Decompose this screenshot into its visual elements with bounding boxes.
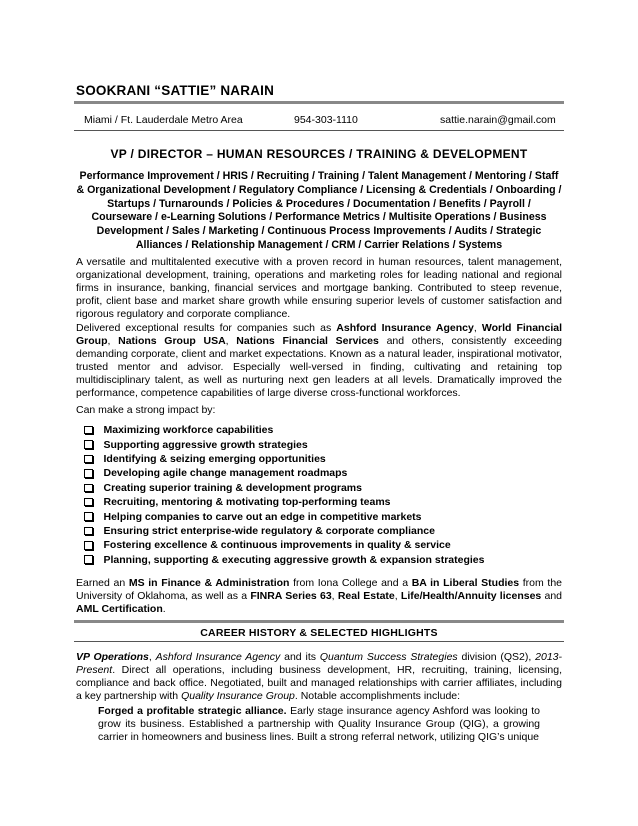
license-name: FINRA Series 63: [250, 589, 332, 602]
text-run: and: [541, 589, 562, 602]
list-item: [84, 538, 485, 552]
employer-name: Ashford Insurance Agency: [155, 651, 281, 663]
job-entry-vp-operations: [76, 651, 562, 703]
impact-list: [84, 423, 485, 567]
list-item-text: Fostering excellence & continuous improvements in quality & service: [103, 539, 451, 552]
company-name: World Financial Group: [76, 322, 562, 347]
contact-email: sattie.narain@gmail.com: [440, 114, 556, 126]
name-divider: [74, 101, 564, 104]
checkbox-bullet-icon: [84, 426, 93, 435]
section-divider-bottom: [74, 641, 564, 642]
text-run: Earned an: [76, 577, 129, 589]
candidate-name: SOOKRANI “SATTIE” NARAIN: [76, 83, 275, 98]
text-run: ,: [473, 322, 482, 334]
license-name: Life/Health/Annuity licenses: [400, 589, 542, 602]
summary-paragraph: A versatile and multitalented executive with a proven record in human resources, talent management, organizational development, training, operations and marketing roles for leading national and regional firms in insurance, banking, financial services and mortgage banking. Contributed to steep revenue, profit, client base and market share growth while ensuring superior levels of customer satisfaction and rigorous regulatory and corporate compliance.: [76, 256, 562, 320]
list-item: [84, 495, 485, 509]
list-item: [84, 553, 485, 567]
list-item-text: Planning, supporting & executing aggressive growth & expansion strategies: [103, 553, 485, 566]
text-run: ,: [331, 589, 338, 602]
keyword-list: Performance Improvement / HRIS / Recruiting / Training / Talent Management / Mentoring / Staff & Organizational Development / Regulatory Compliance / Licensing & Credentials / Onboarding / Startups / Turnarounds / Policies & Procedures / Documentation / Benefits / Payroll / Courseware / e-Learning Solutions / Performance Metrics / Multisite Operations / Business Development / Sales / Marketing / Continuous Process Improvements / Audits / Strategic Alliances / Relationship Management / CRM / Carrier Relations / Systems: [76, 170, 562, 251]
list-item-text: Ensuring strict enterprise-wide regulatory & corporate compliance: [103, 524, 435, 537]
text-run: division (QS2),: [457, 651, 536, 663]
job-headline: VP / DIRECTOR – HUMAN RESOURCES / TRAINING & DEVELOPMENT: [110, 147, 528, 161]
results-paragraph: [76, 322, 562, 399]
job-title: VP Operations: [76, 651, 149, 663]
degree-name: BA in Liberal Studies: [411, 577, 520, 589]
list-item-text: Identifying & seizing emerging opportunities: [103, 452, 326, 465]
list-item: [84, 437, 485, 451]
contact-phone: 954-303-1110: [294, 114, 358, 126]
text-run: ,: [225, 334, 237, 347]
division-name: Quantum Success Strategies: [319, 651, 458, 663]
company-name: Ashford Insurance Agency: [336, 322, 474, 334]
checkbox-bullet-icon: [84, 455, 93, 464]
degree-name: MS in Finance & Administration: [128, 577, 290, 589]
list-item-text: Helping companies to carve out an edge in competitive markets: [103, 510, 422, 523]
section-divider-top: [74, 620, 564, 623]
checkbox-bullet-icon: [84, 484, 93, 493]
text-run: . Notable accomplishments include:: [294, 689, 461, 702]
list-item-text: Recruiting, mentoring & motivating top-performing teams: [103, 496, 391, 509]
list-item-text: Creating superior training & development programs: [103, 481, 362, 494]
license-name: AML Certification: [76, 602, 163, 615]
text-run: ,: [394, 589, 401, 602]
text-run: and others, consistently exceeding demanding corporate, client and market expectations. Known as a natural leader, inspirational motivator, trusted mentor and advisor. Especially well-versed in finding, cultivating and retaining top multidisciplinary talent, as well as nurturing next gen leaders at all levels. Dramatically improved the performance, competence capabilities of large diverse cross-functional workforces.: [76, 334, 562, 399]
list-item: [84, 524, 485, 538]
list-item-text: Supporting aggressive growth strategies: [103, 438, 308, 451]
text-run: ,: [107, 334, 119, 347]
accomplishment-lead: Forged a profitable strategic alliance.: [98, 705, 287, 717]
checkbox-bullet-icon: [84, 527, 93, 536]
text-run: ,: [148, 651, 156, 663]
checkbox-bullet-icon: [84, 555, 93, 564]
education-paragraph: [76, 577, 562, 616]
checkbox-bullet-icon: [84, 440, 93, 449]
list-item-text: Maximizing workforce capabilities: [103, 424, 274, 437]
contact-location: Miami / Ft. Lauderdale Metro Area: [84, 114, 243, 126]
company-name: Nations Financial Services: [236, 334, 379, 347]
list-item: [84, 509, 485, 523]
impact-intro: Can make a strong impact by:: [76, 404, 216, 416]
text-run: and its: [280, 651, 320, 663]
accomplishment-text: Early stage insurance agency Ashford was looking to grow its business. Established a partnership with Quality Insurance Group (QIG), a growing carrier in homeowners and business lines. Built a strong referral network, utilizing QIG’s unique: [98, 705, 540, 743]
company-name: Nations Group USA: [118, 334, 226, 347]
text-run: Delivered exceptional results for companies such as: [76, 322, 337, 334]
contact-divider: [74, 130, 564, 131]
text-run: from Iona College and a: [289, 577, 412, 589]
list-item: [84, 452, 485, 466]
section-title-career: CAREER HISTORY & SELECTED HIGHLIGHTS: [200, 627, 438, 639]
list-item-text: Developing agile change management roadmaps: [103, 467, 348, 480]
checkbox-bullet-icon: [84, 498, 93, 507]
license-name: Real Estate: [337, 589, 395, 602]
list-item: [84, 423, 485, 437]
list-item: [84, 466, 485, 480]
checkbox-bullet-icon: [84, 469, 93, 478]
job-dates: 2013-Present: [76, 651, 562, 676]
checkbox-bullet-icon: [84, 512, 93, 521]
partner-name: Quality Insurance Group: [181, 689, 295, 702]
checkbox-bullet-icon: [84, 541, 93, 550]
text-run: from the University of Oklahoma, as well as a: [76, 577, 562, 602]
accomplishment-item: [98, 705, 540, 744]
list-item: [84, 481, 485, 495]
text-run: . Direct all operations, including business development, HR, recruiting, training, licensing, compliance and back office. Negotiated, built and managed relationships with carrier affiliates, including a key partnership with: [76, 663, 562, 702]
text-run: .: [162, 602, 166, 615]
